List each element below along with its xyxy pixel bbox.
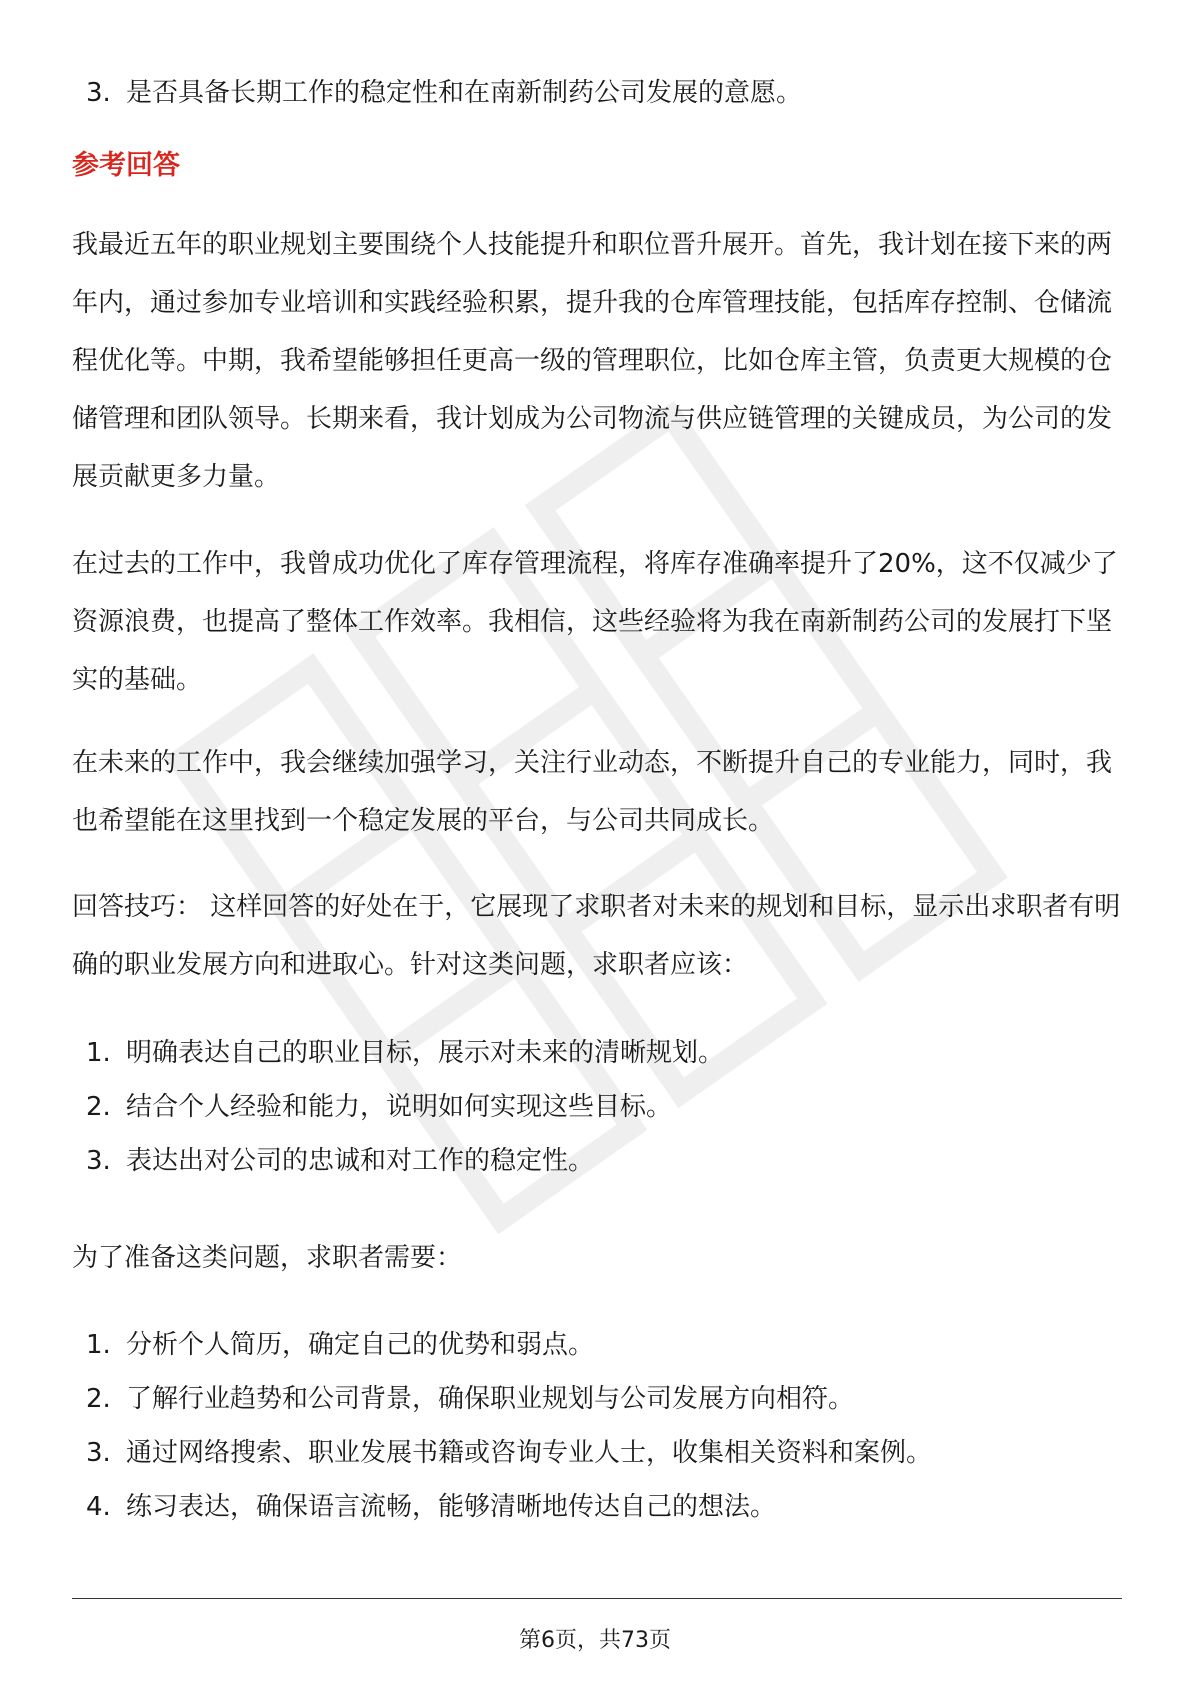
list-item — [72, 1488, 932, 1526]
answer-paragraph-2: 在过去的工作中，我曾成功优化了库存管理流程，将库存准确率提升了20%，这不仅减少了资源浪费，也提高了整体工作效率。我相信，这些经验将为我在南新制药公司的发展打下坚实的基础。 — [72, 549, 1118, 695]
list-number: 1. — [86, 1330, 111, 1360]
list-text: 练习表达，确保语言流畅，能够清晰地传达自己的想法。 — [126, 1492, 777, 1522]
list-text: 分析个人简历，确定自己的优势和弱点。 — [126, 1330, 595, 1360]
list-item — [72, 1088, 724, 1126]
requirements-list — [72, 74, 802, 112]
list-number: 3. — [86, 78, 111, 108]
list-text: 通过网络搜索、职业发展书籍或咨询专业人士，收集相关资料和案例。 — [126, 1438, 933, 1468]
list-number: 3. — [86, 1438, 111, 1468]
footer-divider — [72, 1598, 1122, 1599]
tips-paragraph: 回答技巧： 这样回答的好处在于，它展现了求职者对未来的规划和目标，显示出求职者有明确的职业发展方向和进取心。针对这类问题，求职者应该： — [72, 892, 1121, 980]
answer-paragraph-3: 在未来的工作中，我会继续加强学习，关注行业动态，不断提升自己的专业能力，同时，我也希望能在这里找到一个稳定发展的平台，与公司共同成长。 — [72, 748, 1113, 836]
list-number: 2. — [86, 1384, 111, 1414]
list-number: 3. — [86, 1146, 111, 1176]
page-number: 第6页，共73页 — [519, 1628, 671, 1653]
list-text: 了解行业趋势和公司背景，确保职业规划与公司发展方向相符。 — [126, 1384, 855, 1414]
list-text: 是否具备长期工作的稳定性和在南新制药公司发展的意愿。 — [126, 78, 803, 108]
list-text: 结合个人经验和能力，说明如何实现这些目标。 — [126, 1092, 673, 1122]
list-number: 2. — [86, 1092, 111, 1122]
preparation-paragraph: 为了准备这类问题，求职者需要： — [72, 1243, 463, 1273]
section-heading: 参考回答 — [72, 150, 180, 181]
list-text: 明确表达自己的职业目标，展示对未来的清晰规划。 — [126, 1038, 725, 1068]
preparation-list — [72, 1326, 932, 1542]
tips-list — [72, 1034, 724, 1196]
list-text: 表达出对公司的忠诚和对工作的稳定性。 — [126, 1146, 595, 1176]
list-number: 4. — [86, 1492, 111, 1522]
answer-paragraph-1: 我最近五年的职业规划主要围绕个人技能提升和职位晋升展开。首先，我计划在接下来的两年内，通过参加专业培训和实践经验积累，提升我的仓库管理技能，包括库存控制、仓储流程优化等。中期，我希望能够担任更高一级的管理职位，比如仓库主管，负责更大规模的仓储管理和团队领导。长期来看，我计划成为公司物流与供应链管理的关键成员，为公司的发展贡献更多力量。 — [72, 230, 1113, 492]
list-item — [72, 74, 802, 112]
list-number: 1. — [86, 1038, 111, 1068]
list-item — [72, 1380, 932, 1418]
list-item — [72, 1326, 932, 1364]
list-item — [72, 1142, 724, 1180]
list-item — [72, 1034, 724, 1072]
list-item — [72, 1434, 932, 1472]
